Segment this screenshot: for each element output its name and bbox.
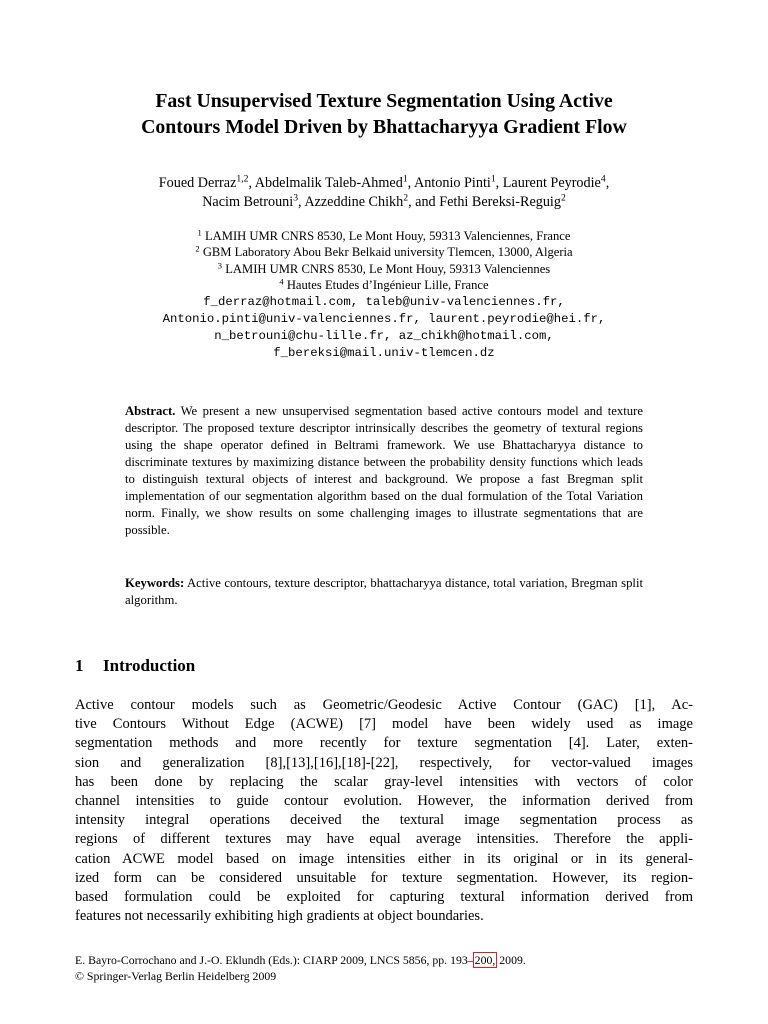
section-number: 1 [75, 656, 84, 675]
keywords [125, 575, 643, 609]
author-affil-sup: 2 [403, 192, 409, 204]
affiliation-line [0, 277, 768, 293]
section-title: Introduction [103, 656, 196, 675]
author-affil-sup: 1,2 [236, 173, 249, 185]
author-line-1: Foued Derraz$^{1,2}$, Abdelmalik Taleb-Ahmed$^1$, Antonio Pinti$^1$, Laurent Peyrodie$^4$, [158, 173, 610, 191]
citation-year: 2009. [496, 953, 526, 967]
body-line: intensity integral operations deceived the textural image segmentation process as [75, 812, 693, 829]
section-heading [75, 656, 195, 676]
body-line: has been done by replacing the scalar gray-level intensities with vectors of color [75, 773, 693, 790]
body-line: regions of different textures may have equal average intensities. Therefore the appli- [75, 831, 693, 848]
body-line: ized form can be considered unsuitable for texture segmentation. However, its region- [75, 869, 693, 886]
affiliation-text: Hautes Etudes d’Ingénieur Lille, France [286, 278, 489, 293]
abstract [125, 403, 643, 539]
affiliation-line [0, 244, 768, 260]
author-affil-sup: 1 [490, 173, 496, 185]
affiliation-sup: 4 [279, 276, 284, 287]
footer-citation [75, 952, 693, 984]
author-conjunction: and [415, 194, 436, 210]
title-line-2: Contours Model Driven by Bhattacharyya Gradient Flow [141, 116, 627, 138]
email-line: f_derraz@hotmail.com, taleb@univ-valenciennes.fr, [203, 295, 565, 309]
body-line: features not necessarily exhibiting high gradients at object boundaries. [75, 908, 484, 925]
author-name: Nacim Betrouni [202, 194, 294, 210]
author-affil-sup: 2 [560, 192, 566, 204]
author-name: Antonio Pinti [413, 175, 491, 191]
title-line-1: Fast Unsupervised Texture Segmentation Using Active [155, 90, 613, 112]
abstract-label: Abstract. [125, 404, 176, 418]
copyright-line: © Springer-Verlag Berlin Heidelberg 2009 [75, 969, 277, 983]
affiliation-sup: 1 [197, 227, 202, 238]
body-line: segmentation methods and more recently for texture segmentation [4]. Later, exten- [75, 735, 693, 752]
email-line: Antonio.pinti@univ-valenciennes.fr, laurent.peyrodie@hei.fr, [162, 312, 606, 326]
body-line: tive Contours Without Edge (ACWE) [7] model have been widely used as image [75, 716, 693, 733]
email-list [0, 294, 768, 362]
body-line: sion and generalization [8],[13],[16],[18]-[22], respectively, for vector-valued images [75, 754, 693, 771]
affiliations [0, 228, 768, 294]
author-affil-sup: 4 [600, 173, 606, 185]
affiliation-text: LAMIH UMR CNRS 8530, Le Mont Houy, 59313 Valenciennes [225, 261, 551, 276]
author-line-2: Nacim Betrouni$^3$, Azzeddine Chikh$^2$, and Fethi Bereksi-Reguig$^2$ [202, 192, 566, 210]
affiliation-text: LAMIH UMR CNRS 8530, Le Mont Houy, 59313 Valenciennes, France [204, 229, 571, 243]
keywords-text: Active contours, texture descriptor, bhattacharyya distance, total variation, Bregman split algorithm. [125, 576, 643, 607]
body-line: cation ACWE model based on image intensities either in its original or in its general- [75, 850, 693, 867]
affiliation-sup: 2 [195, 243, 200, 254]
affiliation-line [0, 228, 768, 244]
affiliation-sup: 3 [217, 260, 223, 271]
email-line: f_bereksi@mail.univ-tlemcen.dz [273, 346, 495, 360]
affiliation-text: GBM Laboratory Abou Bekr Belkaid university Tlemcen, 13000, Algeria [202, 245, 573, 260]
author-list [0, 174, 768, 212]
citation-text: E. Bayro-Corrochano and J.-O. Eklundh (Eds.): CIARP 2009, LNCS 5856, pp. 193– [75, 953, 474, 967]
email-line: n_betrouni@chu-lille.fr, az_chikh@hotmail.com, [214, 329, 554, 343]
author-affil-sup: 3 [293, 192, 299, 204]
affiliation-line [0, 261, 768, 277]
author-name: Fethi Bereksi-Reguig [439, 194, 561, 210]
citation-line [75, 952, 693, 968]
author-name: Foued Derraz [158, 175, 237, 191]
body-line: channel intensities to guide contour evolution. However, the information derived from [75, 792, 693, 809]
abstract-text: We present a new unsupervised segmentation based active contours model and texture descriptor. The proposed texture descriptor intrinsically describes the geometry of textural regions using the shape operator defined in Beltrami framework. We use Bhattacharyya distance to discriminate textures by maximizing distance between the probability density functions which leads to distinguish textural objects of interest and background. We propose a fast Bregman split implementation of our segmentation algorithm based on the dual formulation of the Total Variation norm. Finally, we show results on some challenging images to illustrate segmentations that are possible. [125, 404, 643, 537]
author-affil-sup: 1 [402, 173, 408, 185]
author-name: Azzeddine Chikh [304, 194, 404, 210]
author-name: Abdelmalik Taleb-Ahmed [254, 175, 403, 191]
author-name: Laurent Peyrodie [502, 175, 601, 191]
body-line: based formulation could be exploited for capturing textural information derived from [75, 888, 693, 905]
page-range-highlight: 200, [474, 953, 496, 967]
body-line: Active contour models such as Geometric/Geodesic Active Contour (GAC) [1], Ac- [75, 697, 693, 713]
paper-title [0, 88, 768, 140]
keywords-label: Keywords: [125, 576, 185, 590]
introduction-body [75, 696, 693, 926]
